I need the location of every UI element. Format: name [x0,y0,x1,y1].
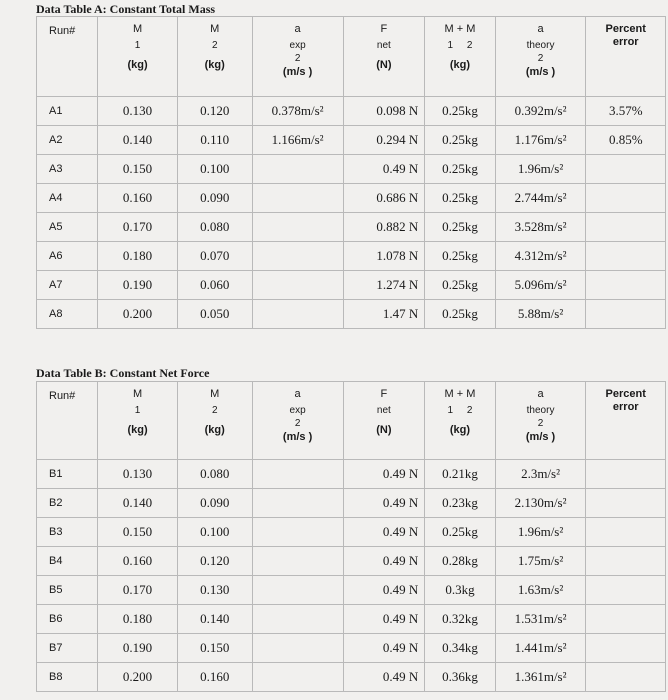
cell-a-theory: 1.176m/s² [495,126,586,155]
cell-m2: 0.110 [177,126,252,155]
header-m-sum: M + M 1 2 (kg) [425,17,495,97]
table-row [37,155,666,184]
cell-m-sum: 0.25kg [425,97,495,126]
table-row [37,518,666,547]
cell-m2: 0.160 [177,663,252,692]
cell-percent-error [586,213,666,242]
cell-m1: 0.130 [98,460,177,489]
header-percent-error: Percent error [586,382,666,460]
cell-a-exp [252,634,343,663]
table-b-header-row [37,382,666,460]
cell-a-exp [252,242,343,271]
cell-m-sum: 0.3kg [425,576,495,605]
table-row [37,271,666,300]
cell-m2: 0.080 [177,213,252,242]
cell-f-net: 0.098 N [343,97,425,126]
cell-a-theory: 0.392m/s² [495,97,586,126]
cell-m-sum: 0.23kg [425,489,495,518]
data-table-a [36,16,666,329]
cell-m-sum: 0.36kg [425,663,495,692]
cell-percent-error [586,184,666,213]
table-row [37,489,666,518]
cell-percent-error [586,460,666,489]
cell-f-net: 0.882 N [343,213,425,242]
header-percent-error: Percent error [586,17,666,97]
cell-a-theory: 1.531m/s² [495,605,586,634]
cell-a-exp [252,213,343,242]
cell-a-theory: 3.528m/s² [495,213,586,242]
table-row [37,184,666,213]
cell-run: A5 [37,213,98,242]
cell-a-exp [252,155,343,184]
cell-a-exp [252,184,343,213]
cell-a-exp [252,460,343,489]
cell-percent-error [586,663,666,692]
cell-m1: 0.130 [98,97,177,126]
cell-run: A7 [37,271,98,300]
cell-f-net: 1.47 N [343,300,425,329]
cell-a-exp [252,271,343,300]
cell-f-net: 0.49 N [343,663,425,692]
table-b-title: Data Table B: Constant Net Force [36,366,210,380]
cell-m2: 0.120 [177,97,252,126]
cell-f-net: 1.274 N [343,271,425,300]
cell-m-sum: 0.25kg [425,242,495,271]
header-a-theory: a theory 2 (m/s ) [495,17,586,97]
table-row [37,460,666,489]
header-run: Run# [37,382,98,460]
cell-percent-error [586,605,666,634]
table-row [37,97,666,126]
cell-m2: 0.140 [177,605,252,634]
table-a-title: Data Table A: Constant Total Mass [36,2,216,16]
cell-f-net: 0.49 N [343,518,425,547]
cell-percent-error [586,155,666,184]
table-row [37,242,666,271]
cell-m-sum: 0.34kg [425,634,495,663]
cell-m2: 0.150 [177,634,252,663]
cell-m1: 0.150 [98,518,177,547]
cell-run: B7 [37,634,98,663]
header-run: Run# [37,17,98,97]
table-row [37,547,666,576]
cell-percent-error [586,518,666,547]
cell-m1: 0.140 [98,126,177,155]
cell-m1: 0.190 [98,271,177,300]
cell-f-net: 0.49 N [343,489,425,518]
cell-m2: 0.090 [177,489,252,518]
cell-run: A8 [37,300,98,329]
header-a-theory: a theory 2 (m/s ) [495,382,586,460]
cell-a-exp: 1.166m/s² [252,126,343,155]
cell-m1: 0.180 [98,605,177,634]
cell-percent-error [586,634,666,663]
cell-m2: 0.120 [177,547,252,576]
cell-a-exp [252,576,343,605]
cell-percent-error: 0.85% [586,126,666,155]
header-m-sum: M + M 1 2 (kg) [425,382,495,460]
table-row [37,634,666,663]
cell-m2: 0.050 [177,300,252,329]
cell-a-theory: 1.75m/s² [495,547,586,576]
cell-percent-error: 3.57% [586,97,666,126]
cell-percent-error [586,242,666,271]
cell-a-exp [252,518,343,547]
cell-f-net: 0.49 N [343,547,425,576]
cell-f-net: 0.49 N [343,576,425,605]
table-row [37,605,666,634]
cell-m-sum: 0.25kg [425,126,495,155]
cell-m1: 0.160 [98,184,177,213]
cell-a-theory: 2.3m/s² [495,460,586,489]
data-table-b [36,381,666,692]
cell-a-exp [252,489,343,518]
cell-a-theory: 2.744m/s² [495,184,586,213]
cell-a-exp [252,605,343,634]
cell-m-sum: 0.25kg [425,213,495,242]
header-m1: M 1 (kg) [98,382,177,460]
cell-run: B6 [37,605,98,634]
cell-m-sum: 0.25kg [425,300,495,329]
cell-a-theory: 4.312m/s² [495,242,586,271]
cell-m2: 0.080 [177,460,252,489]
header-f-net: F net (N) [343,382,425,460]
cell-m-sum: 0.21kg [425,460,495,489]
header-a-exp: a exp 2 (m/s ) [252,17,343,97]
cell-a-theory: 5.88m/s² [495,300,586,329]
cell-m-sum: 0.32kg [425,605,495,634]
cell-f-net: 0.49 N [343,460,425,489]
cell-run: A4 [37,184,98,213]
cell-m1: 0.180 [98,242,177,271]
cell-run: B4 [37,547,98,576]
cell-run: A6 [37,242,98,271]
table-row [37,300,666,329]
cell-m1: 0.200 [98,663,177,692]
cell-m1: 0.190 [98,634,177,663]
cell-m2: 0.090 [177,184,252,213]
cell-run: A1 [37,97,98,126]
cell-m1: 0.170 [98,213,177,242]
cell-f-net: 0.686 N [343,184,425,213]
cell-a-theory: 5.096m/s² [495,271,586,300]
cell-run: B5 [37,576,98,605]
cell-f-net: 0.49 N [343,605,425,634]
cell-m-sum: 0.28kg [425,547,495,576]
table-row [37,126,666,155]
header-f-net: F net (N) [343,17,425,97]
table-b-body [37,460,666,692]
cell-f-net: 0.49 N [343,155,425,184]
cell-run: B1 [37,460,98,489]
cell-m1: 0.200 [98,300,177,329]
cell-a-theory: 1.63m/s² [495,576,586,605]
cell-a-exp [252,547,343,576]
cell-a-theory: 1.361m/s² [495,663,586,692]
cell-m2: 0.100 [177,518,252,547]
cell-f-net: 1.078 N [343,242,425,271]
cell-m2: 0.060 [177,271,252,300]
table-a-header-row [37,17,666,97]
cell-a-theory: 1.441m/s² [495,634,586,663]
cell-run: B3 [37,518,98,547]
cell-m-sum: 0.25kg [425,518,495,547]
cell-m-sum: 0.25kg [425,271,495,300]
cell-m1: 0.140 [98,489,177,518]
cell-m-sum: 0.25kg [425,155,495,184]
table-row [37,576,666,605]
table-a-body [37,97,666,329]
cell-a-exp [252,663,343,692]
cell-m1: 0.160 [98,547,177,576]
cell-percent-error [586,271,666,300]
cell-m-sum: 0.25kg [425,184,495,213]
header-m2: M 2 (kg) [177,17,252,97]
cell-m2: 0.100 [177,155,252,184]
cell-m1: 0.150 [98,155,177,184]
cell-f-net: 0.49 N [343,634,425,663]
cell-a-theory: 1.96m/s² [495,155,586,184]
table-row [37,213,666,242]
cell-a-theory: 2.130m/s² [495,489,586,518]
cell-percent-error [586,547,666,576]
cell-run: A3 [37,155,98,184]
cell-run: B2 [37,489,98,518]
cell-percent-error [586,300,666,329]
cell-a-exp: 0.378m/s² [252,97,343,126]
table-row [37,663,666,692]
header-m1: M 1 (kg) [98,17,177,97]
cell-run: A2 [37,126,98,155]
header-m2: M 2 (kg) [177,382,252,460]
cell-run: B8 [37,663,98,692]
cell-f-net: 0.294 N [343,126,425,155]
cell-a-exp [252,300,343,329]
cell-a-theory: 1.96m/s² [495,518,586,547]
cell-m1: 0.170 [98,576,177,605]
cell-m2: 0.070 [177,242,252,271]
cell-percent-error [586,576,666,605]
cell-percent-error [586,489,666,518]
header-a-exp: a exp 2 (m/s ) [252,382,343,460]
cell-m2: 0.130 [177,576,252,605]
